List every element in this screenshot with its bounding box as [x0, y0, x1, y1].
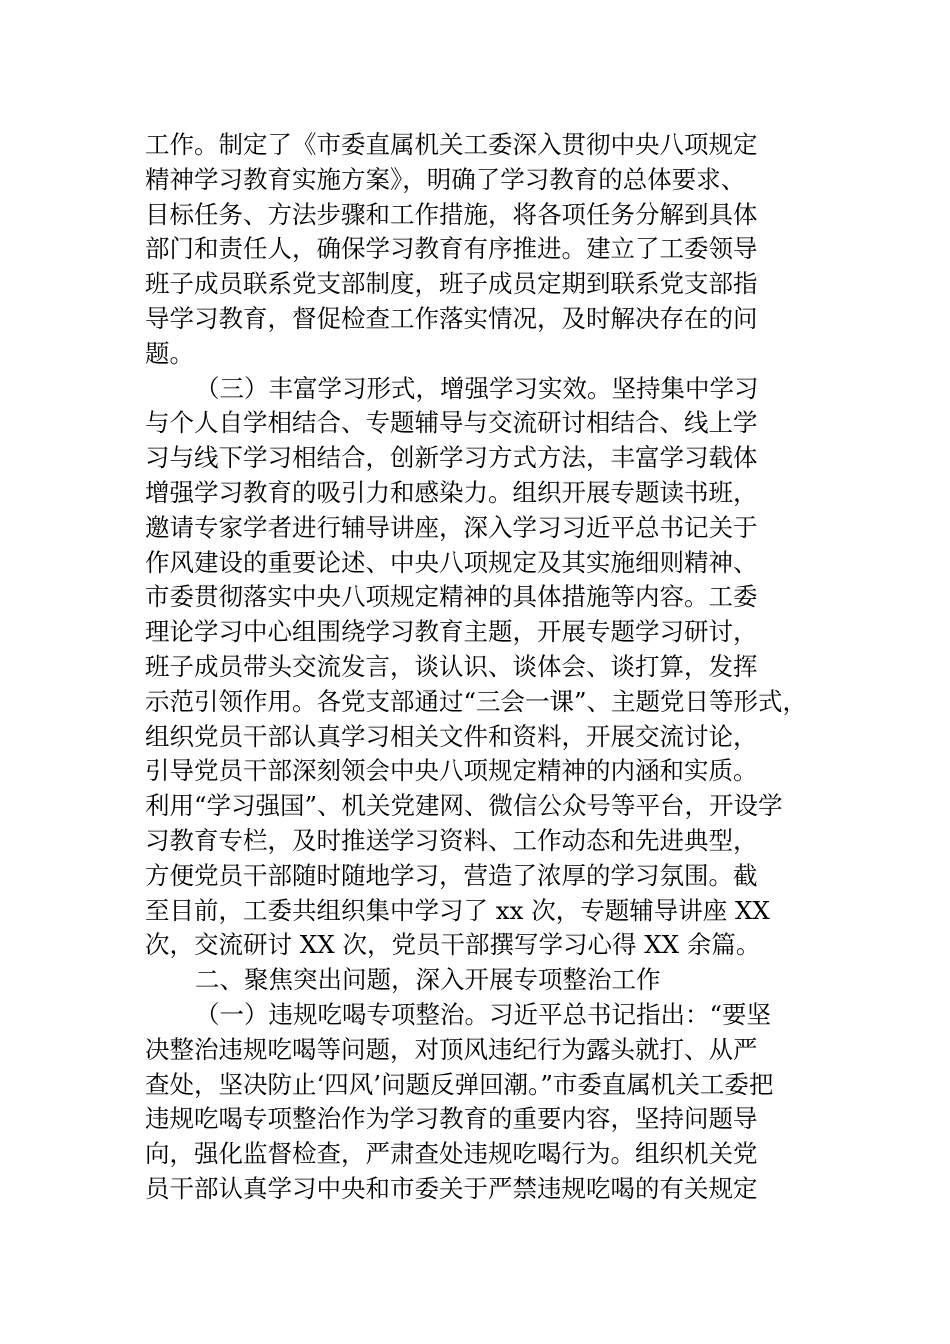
- text-line: 班子成员联系党支部制度，班子成员定期到联系党支部指: [145, 269, 758, 299]
- text-line: 习教育专栏，及时推送学习资料、工作动态和先进典型，: [145, 825, 758, 855]
- text-line: 班子成员带头交流发言，谈认识、谈体会、谈打算，发挥: [145, 651, 758, 681]
- text-line: 方便党员干部随时随地学习，营造了浓厚的学习氛围。截: [145, 860, 758, 890]
- text-line: 工作。制定了《市委直属机关工委深入贯彻中央八项规定: [145, 130, 758, 159]
- text-line: 理论学习中心组围绕学习教育主题，开展专题学习研讨，: [145, 617, 758, 647]
- text-line: 习与线下学习相结合，创新学习方式方法，丰富学习载体: [145, 443, 758, 473]
- text-line: 次，交流研讨 XX 次，党员干部撰写学习心得 XX 余篇。: [145, 930, 761, 960]
- text-line: 题。: [145, 338, 194, 368]
- text-line: 向，强化监督检查，严肃查处违规吃喝行为。组织机关党: [145, 1139, 758, 1169]
- text-line: 示范引领作用。各党支部通过“三会一课”、主题党日等形式，: [145, 686, 808, 716]
- text-line: 组织党员干部认真学习相关文件和资料，开展交流讨论，: [145, 721, 758, 751]
- text-line: 引导党员干部深刻领会中央八项规定精神的内涵和实质。: [145, 756, 758, 786]
- text-line: 员干部认真学习中央和市委关于严禁违规吃喝的有关规定: [145, 1173, 758, 1203]
- body-text: [145, 128, 835, 1207]
- text-line: 与个人自学相结合、专题辅导与交流研讨相结合、线上学: [145, 408, 758, 438]
- text-line: 利用“学习强国”、机关党建网、微信公众号等平台，开设学: [145, 791, 783, 821]
- text-line: 至目前，工委共组织集中学习了 xx 次，专题辅导讲座 XX: [145, 895, 770, 925]
- text-line: 决整治违规吃喝等问题，对顶风违纪行为露头就打、从严: [145, 1034, 758, 1064]
- text-line: 精神学习教育实施方案》，明确了学习教育的总体要求、: [145, 164, 746, 194]
- text-line: 导学习教育，督促检查工作落实情况，及时解决存在的问: [145, 303, 758, 333]
- section-heading: 二、聚焦突出问题，深入开展专项整治工作: [195, 965, 661, 995]
- text-line: 查处，坚决防止‘四风’问题反弹回潮。”市委直属机关工委把: [145, 1069, 774, 1099]
- text-line: 邀请专家学者进行辅导讲座，深入学习习近平总书记关于: [145, 512, 758, 542]
- text-line: 违规吃喝专项整治作为学习教育的重要内容，坚持问题导: [145, 1104, 758, 1134]
- text-line: 作风建设的重要论述、中央八项规定及其实施细则精神、: [145, 547, 758, 577]
- text-line: 部门和责任人，确保学习教育有序推进。建立了工委领导: [145, 234, 758, 264]
- paragraph-start-line: （三）丰富学习形式，增强学习实效。坚持集中学习: [195, 373, 759, 403]
- text-line: 市委贯彻落实中央八项规定精神的具体措施等内容。工委: [145, 582, 758, 612]
- paragraph-start-line: （一）违规吃喝专项整治。习近平总书记指出：“要坚: [195, 999, 772, 1029]
- text-line: 目标任务、方法步骤和工作措施，将各项任务分解到具体: [145, 199, 758, 229]
- text-line: 增强学习教育的吸引力和感染力。组织开展专题读书班，: [145, 477, 758, 507]
